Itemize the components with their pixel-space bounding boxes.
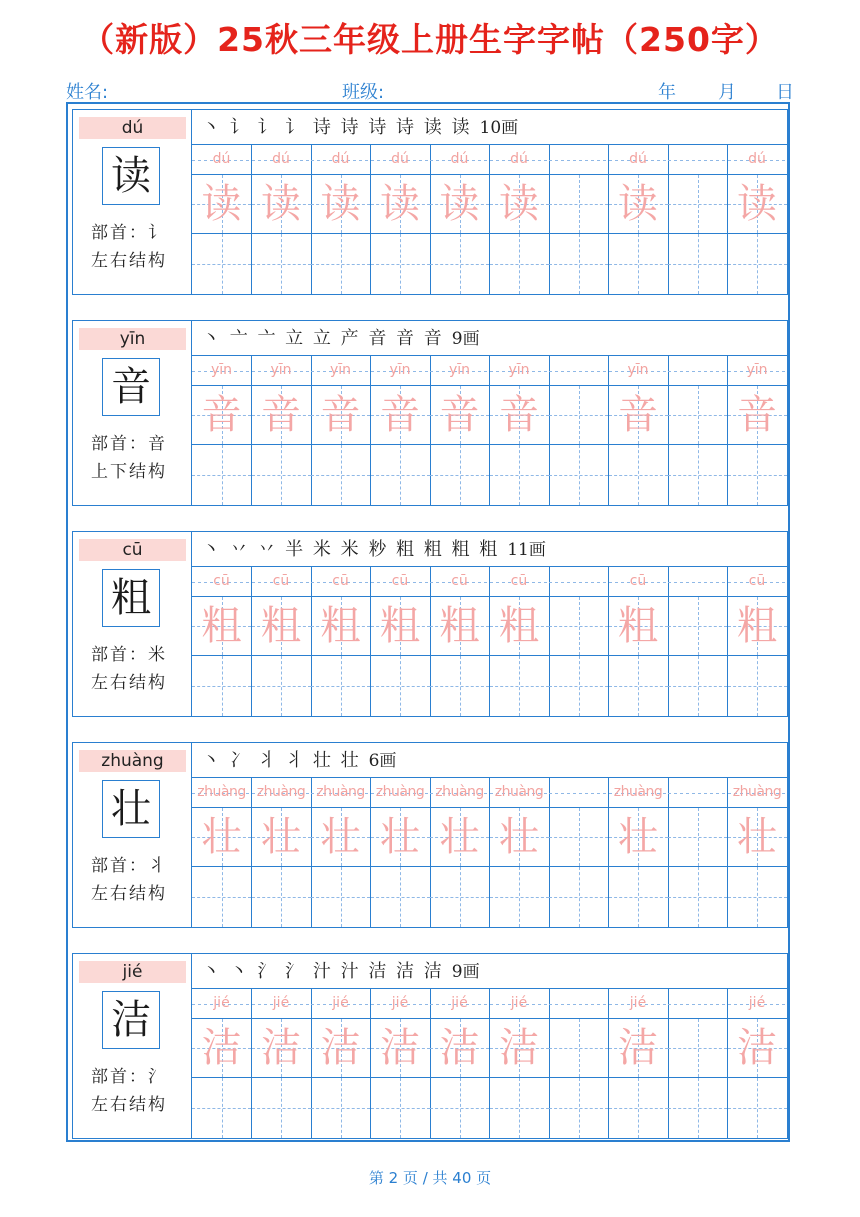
practice-column bbox=[668, 145, 728, 294]
trace-cell[interactable] bbox=[192, 386, 251, 445]
trace-character: 读 bbox=[320, 181, 361, 227]
trace-cell[interactable] bbox=[609, 597, 668, 656]
trace-character: 洁 bbox=[201, 1025, 242, 1071]
blank-cell[interactable] bbox=[609, 1078, 668, 1138]
trace-character: 粗 bbox=[201, 603, 242, 649]
character-block bbox=[72, 742, 788, 928]
trace-cell[interactable] bbox=[490, 386, 549, 445]
trace-character: 读 bbox=[737, 181, 777, 227]
blank-cell[interactable] bbox=[311, 234, 370, 294]
trace-cell[interactable] bbox=[192, 597, 251, 656]
practice-pinyin: dú bbox=[311, 145, 370, 175]
year-label: 年 bbox=[658, 82, 676, 103]
practice-pinyin: zhuàng bbox=[192, 778, 251, 808]
page-title: （新版）25秋三年级上册生字字帖（250字） bbox=[81, 20, 779, 59]
trace-cell[interactable] bbox=[311, 175, 370, 234]
practice-pinyin: yīn bbox=[252, 356, 311, 386]
blank-cell[interactable] bbox=[549, 656, 608, 716]
stroke-sequence: 丶 亠 亠 立 立 产 音 音 音 bbox=[202, 328, 444, 349]
blank-cell[interactable] bbox=[252, 445, 311, 505]
practice-column bbox=[728, 989, 788, 1138]
trace-character: 洁 bbox=[380, 1025, 420, 1071]
blank-cell[interactable] bbox=[490, 445, 549, 505]
practice-pinyin: zhuàng bbox=[430, 778, 489, 808]
trace-cell[interactable] bbox=[728, 808, 787, 867]
name-label: 姓名: bbox=[66, 82, 109, 103]
trace-cell[interactable] bbox=[668, 1019, 727, 1078]
practice-pinyin: zhuàng bbox=[728, 778, 787, 808]
practice-pinyin bbox=[668, 145, 727, 175]
practice-pinyin: dú bbox=[430, 145, 489, 175]
practice-column bbox=[430, 145, 490, 294]
blank-cell[interactable] bbox=[371, 445, 430, 505]
blank-cell[interactable] bbox=[371, 656, 430, 716]
blank-cell[interactable] bbox=[311, 656, 370, 716]
trace-character: 读 bbox=[499, 181, 539, 227]
trace-character: 洁 bbox=[618, 1025, 658, 1071]
blank-cell[interactable] bbox=[668, 656, 727, 716]
trace-cell[interactable] bbox=[371, 175, 430, 234]
practice-pinyin: zhuàng bbox=[371, 778, 430, 808]
trace-cell[interactable] bbox=[371, 808, 430, 867]
blank-cell[interactable] bbox=[668, 234, 727, 294]
trace-character: 音 bbox=[737, 392, 777, 438]
stroke-count: 11画 bbox=[507, 540, 546, 560]
practice-pinyin bbox=[668, 778, 727, 808]
trace-character: 壮 bbox=[320, 814, 361, 860]
practice-column bbox=[490, 989, 550, 1138]
blank-cell[interactable] bbox=[192, 867, 251, 927]
blank-cell[interactable] bbox=[192, 445, 251, 505]
trace-character: 音 bbox=[499, 392, 539, 438]
trace-character: 粗 bbox=[380, 603, 420, 649]
blank-cell[interactable] bbox=[728, 445, 787, 505]
stroke-count: 9画 bbox=[451, 329, 480, 349]
day-label: 日 bbox=[776, 82, 794, 103]
practice-grid bbox=[192, 567, 787, 716]
trace-character: 音 bbox=[380, 392, 420, 438]
trace-cell[interactable] bbox=[252, 175, 311, 234]
blank-cell[interactable] bbox=[371, 234, 430, 294]
blank-cell[interactable] bbox=[609, 656, 668, 716]
blank-cell[interactable] bbox=[430, 867, 489, 927]
trace-cell[interactable] bbox=[549, 597, 608, 656]
blank-cell[interactable] bbox=[728, 234, 787, 294]
trace-character: 粗 bbox=[439, 603, 480, 649]
trace-cell[interactable] bbox=[311, 386, 370, 445]
trace-cell[interactable] bbox=[728, 1019, 787, 1078]
blank-cell[interactable] bbox=[728, 867, 787, 927]
stroke-sequence: 丶 丶 氵 氵 汁 汁 洁 洁 洁 bbox=[202, 961, 444, 982]
practice-pinyin: jié bbox=[430, 989, 489, 1019]
trace-character: 音 bbox=[618, 392, 658, 438]
practice-pinyin: dú bbox=[609, 145, 668, 175]
trace-cell[interactable] bbox=[311, 597, 370, 656]
blank-cell[interactable] bbox=[549, 445, 608, 505]
character-radical: 部首：音 bbox=[91, 434, 167, 454]
trace-character: 洁 bbox=[499, 1025, 539, 1071]
practice-column bbox=[252, 989, 312, 1138]
practice-pinyin bbox=[549, 989, 608, 1019]
trace-cell[interactable] bbox=[668, 175, 727, 234]
trace-character: 粗 bbox=[261, 603, 301, 649]
trace-character: 音 bbox=[201, 392, 242, 438]
character-info bbox=[73, 321, 192, 505]
stroke-count: 9画 bbox=[451, 962, 480, 982]
trace-cell[interactable] bbox=[728, 597, 787, 656]
practice-grid bbox=[192, 145, 787, 294]
practice-column bbox=[371, 356, 431, 505]
trace-character: 读 bbox=[201, 181, 242, 227]
trace-character: 读 bbox=[261, 181, 301, 227]
stroke-sequence: 丶 冫 丬 丬 壮 壮 bbox=[202, 750, 361, 771]
stroke-order-row bbox=[192, 743, 787, 778]
trace-cell[interactable] bbox=[430, 1019, 489, 1078]
practice-column bbox=[728, 145, 788, 294]
practice-pinyin: yīn bbox=[192, 356, 251, 386]
trace-cell[interactable] bbox=[311, 1019, 370, 1078]
practice-pinyin: jié bbox=[609, 989, 668, 1019]
blank-cell[interactable] bbox=[311, 445, 370, 505]
character-structure: 左右结构 bbox=[91, 884, 167, 904]
trace-cell[interactable] bbox=[252, 808, 311, 867]
practice-column bbox=[609, 145, 669, 294]
blank-cell[interactable] bbox=[490, 1078, 549, 1138]
practice-column bbox=[252, 778, 312, 927]
trace-character: 壮 bbox=[261, 814, 301, 860]
blank-cell[interactable] bbox=[371, 867, 430, 927]
practice-column bbox=[728, 356, 788, 505]
practice-column bbox=[192, 356, 252, 505]
trace-cell[interactable] bbox=[430, 597, 489, 656]
stroke-sequence: 丶 讠 讠 讠 诗 诗 诗 诗 读 读 bbox=[202, 117, 472, 138]
trace-cell[interactable] bbox=[490, 808, 549, 867]
practice-pinyin: cū bbox=[192, 567, 251, 597]
practice-pinyin: cū bbox=[609, 567, 668, 597]
blank-cell[interactable] bbox=[490, 234, 549, 294]
character-info bbox=[73, 532, 192, 716]
practice-column bbox=[728, 778, 788, 927]
trace-cell[interactable] bbox=[549, 1019, 608, 1078]
practice-column bbox=[311, 778, 371, 927]
trace-cell[interactable] bbox=[609, 1019, 668, 1078]
trace-cell[interactable] bbox=[609, 386, 668, 445]
trace-cell[interactable] bbox=[430, 386, 489, 445]
practice-column bbox=[609, 567, 669, 716]
stroke-order-row bbox=[192, 532, 787, 567]
practice-pinyin bbox=[668, 989, 727, 1019]
practice-pinyin: cū bbox=[252, 567, 311, 597]
practice-column bbox=[371, 567, 431, 716]
trace-character: 粗 bbox=[737, 603, 777, 649]
practice-column bbox=[252, 145, 312, 294]
character-pinyin: dú bbox=[79, 117, 186, 139]
trace-character: 粗 bbox=[499, 603, 539, 649]
character-pinyin: yīn bbox=[79, 328, 186, 350]
practice-pinyin: yīn bbox=[371, 356, 430, 386]
character-block bbox=[72, 320, 788, 506]
practice-column bbox=[668, 567, 728, 716]
trace-cell[interactable] bbox=[668, 597, 727, 656]
practice-column bbox=[311, 356, 371, 505]
trace-cell[interactable] bbox=[371, 386, 430, 445]
blank-cell[interactable] bbox=[430, 1078, 489, 1138]
trace-cell[interactable] bbox=[192, 175, 251, 234]
practice-column bbox=[549, 989, 609, 1138]
blank-cell[interactable] bbox=[609, 867, 668, 927]
practice-pinyin: jié bbox=[371, 989, 430, 1019]
practice-pinyin: yīn bbox=[311, 356, 370, 386]
practice-column bbox=[609, 356, 669, 505]
blank-cell[interactable] bbox=[252, 1078, 311, 1138]
practice-pinyin: cū bbox=[490, 567, 549, 597]
character-model: 读 bbox=[102, 147, 160, 205]
trace-cell[interactable] bbox=[311, 808, 370, 867]
practice-column bbox=[609, 778, 669, 927]
practice-column bbox=[192, 778, 252, 927]
trace-cell[interactable] bbox=[609, 808, 668, 867]
trace-character: 音 bbox=[439, 392, 480, 438]
character-block bbox=[72, 953, 788, 1139]
trace-character: 洁 bbox=[439, 1025, 480, 1071]
practice-pinyin: yīn bbox=[430, 356, 489, 386]
practice-column bbox=[430, 356, 490, 505]
blank-cell[interactable] bbox=[252, 656, 311, 716]
trace-cell[interactable] bbox=[192, 808, 251, 867]
trace-character: 洁 bbox=[320, 1025, 361, 1071]
practice-column bbox=[490, 778, 550, 927]
practice-column bbox=[430, 989, 490, 1138]
practice-pinyin bbox=[549, 567, 608, 597]
blank-cell[interactable] bbox=[252, 234, 311, 294]
practice-pinyin: zhuàng bbox=[609, 778, 668, 808]
blank-cell[interactable] bbox=[311, 867, 370, 927]
blank-cell[interactable] bbox=[490, 867, 549, 927]
trace-character: 洁 bbox=[737, 1025, 777, 1071]
blank-cell[interactable] bbox=[430, 656, 489, 716]
trace-cell[interactable] bbox=[609, 175, 668, 234]
trace-character: 粗 bbox=[320, 603, 361, 649]
blank-cell[interactable] bbox=[192, 1078, 251, 1138]
trace-character: 洁 bbox=[261, 1025, 301, 1071]
trace-character: 读 bbox=[618, 181, 658, 227]
practice-column bbox=[311, 989, 371, 1138]
practice-pinyin: jié bbox=[192, 989, 251, 1019]
character-model: 粗 bbox=[102, 569, 160, 627]
trace-cell[interactable] bbox=[490, 1019, 549, 1078]
stroke-count: 10画 bbox=[479, 118, 519, 138]
practice-pinyin: dú bbox=[490, 145, 549, 175]
practice-pinyin: cū bbox=[430, 567, 489, 597]
practice-pinyin: dú bbox=[252, 145, 311, 175]
blank-cell[interactable] bbox=[549, 234, 608, 294]
practice-column bbox=[668, 989, 728, 1138]
character-structure: 左右结构 bbox=[91, 673, 167, 693]
character-block bbox=[72, 531, 788, 717]
practice-column bbox=[192, 145, 252, 294]
character-info bbox=[73, 743, 192, 927]
blank-cell[interactable] bbox=[430, 445, 489, 505]
practice-pinyin: jié bbox=[728, 989, 787, 1019]
trace-character: 读 bbox=[380, 181, 420, 227]
character-structure: 左右结构 bbox=[91, 1095, 167, 1115]
character-radical: 部首：讠 bbox=[91, 223, 167, 243]
practice-pinyin: zhuàng bbox=[252, 778, 311, 808]
practice-grid bbox=[192, 778, 787, 927]
trace-character: 音 bbox=[320, 392, 361, 438]
practice-pinyin: cū bbox=[311, 567, 370, 597]
trace-cell[interactable] bbox=[728, 386, 787, 445]
character-structure: 左右结构 bbox=[91, 251, 167, 271]
character-block bbox=[72, 109, 788, 295]
stroke-order-row bbox=[192, 954, 787, 989]
character-radical: 部首：米 bbox=[91, 645, 167, 665]
trace-cell[interactable] bbox=[490, 597, 549, 656]
practice-grid bbox=[192, 356, 787, 505]
trace-cell[interactable] bbox=[430, 808, 489, 867]
blank-cell[interactable] bbox=[490, 656, 549, 716]
trace-character: 粗 bbox=[618, 603, 658, 649]
month-label: 月 bbox=[718, 82, 736, 103]
practice-column bbox=[668, 356, 728, 505]
practice-pinyin bbox=[549, 145, 608, 175]
character-pinyin: cū bbox=[79, 539, 186, 561]
blank-cell[interactable] bbox=[192, 656, 251, 716]
practice-column bbox=[549, 567, 609, 716]
trace-character: 读 bbox=[439, 181, 480, 227]
trace-character: 壮 bbox=[618, 814, 658, 860]
practice-column bbox=[549, 145, 609, 294]
character-radical: 部首：氵 bbox=[91, 1067, 167, 1087]
character-pinyin: jié bbox=[79, 961, 186, 983]
practice-pinyin bbox=[549, 778, 608, 808]
character-info bbox=[73, 954, 192, 1138]
trace-cell[interactable] bbox=[252, 386, 311, 445]
trace-cell[interactable] bbox=[549, 175, 608, 234]
practice-pinyin bbox=[668, 356, 727, 386]
trace-cell[interactable] bbox=[252, 1019, 311, 1078]
practice-pinyin: zhuàng bbox=[311, 778, 370, 808]
blank-cell[interactable] bbox=[728, 656, 787, 716]
blank-cell[interactable] bbox=[549, 1078, 608, 1138]
blank-cell[interactable] bbox=[371, 1078, 430, 1138]
trace-cell[interactable] bbox=[430, 175, 489, 234]
trace-character: 壮 bbox=[499, 814, 539, 860]
trace-cell[interactable] bbox=[252, 597, 311, 656]
practice-pinyin: yīn bbox=[728, 356, 787, 386]
character-structure: 上下结构 bbox=[91, 462, 167, 482]
practice-pinyin: jié bbox=[311, 989, 370, 1019]
trace-character: 壮 bbox=[380, 814, 420, 860]
trace-cell[interactable] bbox=[549, 808, 608, 867]
trace-cell[interactable] bbox=[728, 175, 787, 234]
trace-cell[interactable] bbox=[549, 386, 608, 445]
student-info-bar bbox=[66, 76, 794, 102]
practice-column bbox=[311, 145, 371, 294]
practice-column bbox=[371, 989, 431, 1138]
practice-column bbox=[728, 567, 788, 716]
practice-column bbox=[549, 356, 609, 505]
blank-cell[interactable] bbox=[311, 1078, 370, 1138]
blank-cell[interactable] bbox=[430, 234, 489, 294]
trace-character: 壮 bbox=[737, 814, 777, 860]
practice-column bbox=[371, 778, 431, 927]
practice-column bbox=[252, 356, 312, 505]
blank-cell[interactable] bbox=[549, 867, 608, 927]
character-model: 洁 bbox=[102, 991, 160, 1049]
character-model: 壮 bbox=[102, 780, 160, 838]
practice-column bbox=[192, 567, 252, 716]
practice-column bbox=[430, 567, 490, 716]
blank-cell[interactable] bbox=[252, 867, 311, 927]
trace-cell[interactable] bbox=[668, 808, 727, 867]
character-pinyin: zhuàng bbox=[79, 750, 186, 772]
trace-cell[interactable] bbox=[371, 1019, 430, 1078]
practice-column bbox=[371, 145, 431, 294]
practice-column bbox=[668, 778, 728, 927]
stroke-count: 6画 bbox=[368, 751, 397, 771]
practice-pinyin: yīn bbox=[490, 356, 549, 386]
practice-pinyin: cū bbox=[728, 567, 787, 597]
practice-column bbox=[430, 778, 490, 927]
trace-cell[interactable] bbox=[490, 175, 549, 234]
trace-cell[interactable] bbox=[371, 597, 430, 656]
practice-grid bbox=[192, 989, 787, 1138]
trace-character: 壮 bbox=[201, 814, 242, 860]
stroke-order-row bbox=[192, 110, 787, 145]
practice-pinyin: cū bbox=[371, 567, 430, 597]
class-label: 班级: bbox=[342, 82, 385, 103]
practice-pinyin: dú bbox=[371, 145, 430, 175]
trace-cell[interactable] bbox=[668, 386, 727, 445]
practice-pinyin: zhuàng bbox=[490, 778, 549, 808]
blank-cell[interactable] bbox=[668, 1078, 727, 1138]
practice-column bbox=[609, 989, 669, 1138]
character-info bbox=[73, 110, 192, 294]
stroke-sequence: 丶 丷 丷 半 米 米 粆 粗 粗 粗 粗 bbox=[202, 539, 500, 560]
blank-cell[interactable] bbox=[668, 867, 727, 927]
trace-cell[interactable] bbox=[192, 1019, 251, 1078]
practice-column bbox=[252, 567, 312, 716]
practice-pinyin: dú bbox=[728, 145, 787, 175]
practice-pinyin bbox=[668, 567, 727, 597]
blank-cell[interactable] bbox=[668, 445, 727, 505]
practice-pinyin: yīn bbox=[609, 356, 668, 386]
blank-cell[interactable] bbox=[609, 234, 668, 294]
practice-pinyin: jié bbox=[490, 989, 549, 1019]
character-radical: 部首：丬 bbox=[91, 856, 167, 876]
page-footer: 第 2 页 / 共 40 页 bbox=[368, 1169, 492, 1187]
trace-character: 音 bbox=[261, 392, 301, 438]
practice-pinyin: jié bbox=[252, 989, 311, 1019]
practice-column bbox=[549, 778, 609, 927]
practice-column bbox=[311, 567, 371, 716]
practice-pinyin bbox=[549, 356, 608, 386]
blank-cell[interactable] bbox=[609, 445, 668, 505]
trace-character: 壮 bbox=[439, 814, 480, 860]
practice-column bbox=[490, 145, 550, 294]
practice-column bbox=[490, 567, 550, 716]
blank-cell[interactable] bbox=[728, 1078, 787, 1138]
stroke-order-row bbox=[192, 321, 787, 356]
practice-column bbox=[490, 356, 550, 505]
character-model: 音 bbox=[102, 358, 160, 416]
practice-column bbox=[192, 989, 252, 1138]
practice-pinyin: dú bbox=[192, 145, 251, 175]
blank-cell[interactable] bbox=[192, 234, 251, 294]
